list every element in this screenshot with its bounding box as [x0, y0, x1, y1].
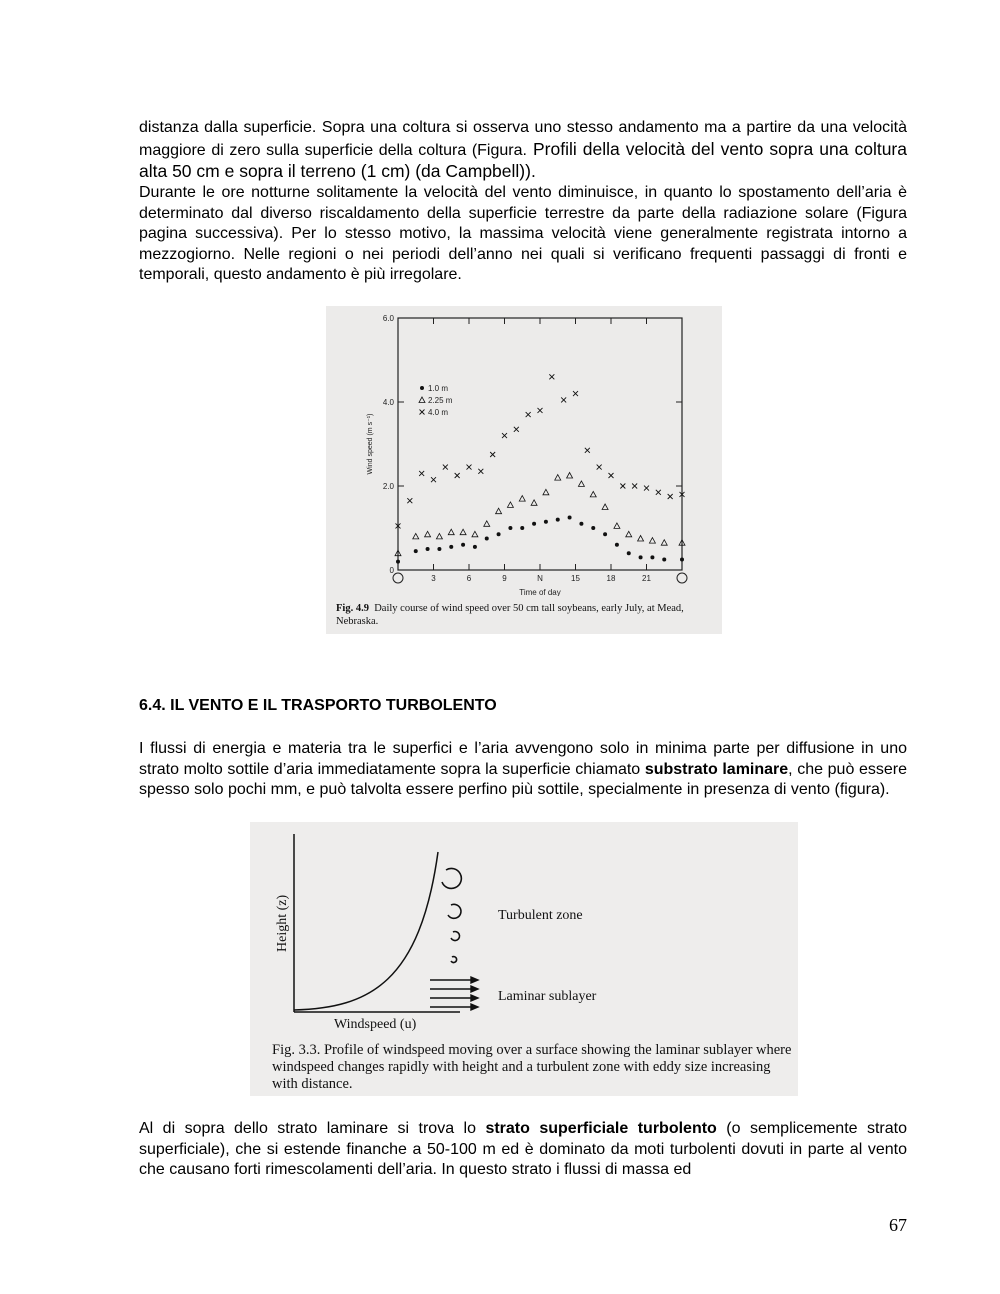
page-number: 67 — [889, 1215, 907, 1235]
figure-wind-speed-daily-course — [326, 306, 722, 634]
data-point-2-25-m — [484, 521, 490, 527]
windspeed-axis-label: Windspeed (u) — [334, 1017, 417, 1032]
data-point-1-0-m — [591, 526, 595, 530]
data-point-4-0-m — [620, 484, 625, 489]
data-point-2-25-m — [555, 475, 561, 481]
chart-axes — [367, 314, 687, 596]
data-point-4-0-m — [609, 473, 614, 478]
data-point-2-25-m — [507, 502, 513, 508]
data-point-4-0-m — [526, 412, 531, 417]
data-point-2-25-m — [590, 491, 596, 497]
eddy-icons — [442, 868, 461, 962]
data-point-4-0-m — [585, 448, 590, 453]
chart-legend — [419, 384, 453, 417]
x-tick-label: 18 — [606, 574, 616, 583]
data-point-4-0-m — [644, 486, 649, 491]
figure2-caption: Fig. 3.3. Profile of windspeed moving over a surface showing the laminar sublayer where windspeed changes rapidly with height and a turbulent zone with eddy size increasing with distance. — [272, 1042, 792, 1092]
data-point-2-25-m — [602, 504, 608, 510]
data-point-4-0-m — [561, 397, 566, 402]
eddy-icon — [451, 957, 457, 963]
laminar-sublayer-label: Laminar sublayer — [498, 989, 597, 1004]
legend-marker — [420, 386, 424, 390]
data-point-1-0-m — [396, 560, 400, 564]
data-point-4-0-m — [490, 452, 495, 457]
data-point-4-0-m — [478, 469, 483, 474]
data-point-2-25-m — [531, 500, 537, 506]
x-tick-label: 21 — [642, 574, 651, 583]
legend-entry: 1.0 m — [428, 384, 449, 393]
data-point-1-0-m — [449, 545, 453, 549]
y-tick-label: 4.0 — [382, 398, 394, 407]
term-substrato-laminare: substrato laminare — [644, 760, 789, 778]
data-point-4-0-m — [656, 490, 661, 495]
data-point-1-0-m — [680, 558, 684, 562]
x-axis-label: Time of day — [519, 588, 561, 596]
data-point-2-25-m — [638, 536, 644, 542]
data-point-1-0-m — [662, 558, 666, 562]
data-point-4-0-m — [443, 465, 448, 470]
data-point-4-0-m — [455, 473, 460, 478]
data-point-2-25-m — [460, 529, 466, 535]
data-point-1-0-m — [615, 543, 619, 547]
data-point-2-25-m — [578, 481, 584, 487]
x-tick-label: 6 — [466, 574, 472, 583]
y-tick-label: 2.0 — [382, 482, 394, 491]
data-point-1-0-m — [579, 522, 583, 526]
data-point-2-25-m — [661, 540, 667, 546]
data-point-4-0-m — [419, 471, 424, 476]
data-point-1-0-m — [473, 545, 477, 549]
data-point-1-0-m — [426, 547, 430, 551]
windspeed-profile-diagram — [250, 822, 798, 1042]
data-point-1-0-m — [508, 526, 512, 530]
data-point-1-0-m — [437, 547, 441, 551]
paragraph-intro — [139, 118, 907, 184]
data-point-1-0-m — [414, 549, 418, 553]
data-point-4-0-m — [597, 465, 602, 470]
paragraph-laminar — [139, 739, 907, 801]
data-point-1-0-m — [568, 516, 572, 520]
term-strato-superficiale-turbolento: strato superficiale turbolento — [485, 1120, 717, 1137]
data-point-1-0-m — [544, 520, 548, 524]
x-tick-label: 9 — [502, 574, 507, 583]
data-point-2-25-m — [448, 529, 454, 535]
figure1-caption-label: Fig. 4.9 — [336, 603, 369, 614]
data-point-2-25-m — [543, 489, 549, 495]
data-point-1-0-m — [520, 526, 524, 530]
data-point-4-0-m — [407, 498, 412, 503]
legend-entry: 4.0 m — [428, 408, 449, 417]
midnight-marker — [393, 573, 403, 583]
data-point-4-0-m — [514, 427, 519, 432]
data-point-2-25-m — [496, 508, 502, 514]
data-point-1-0-m — [650, 555, 654, 559]
y-tick-label: 0 — [389, 566, 394, 575]
paragraph-laminar-b: , che può essere spesso solo pochi mm, e può talvolta essere perfino più sottile, specialmente in presenza di vento (figura). — [139, 760, 908, 798]
wind-speed-chart — [326, 306, 722, 596]
paragraph-night-wind: Durante le ore notturne solitamente la velocità del vento diminuisce, in quanto lo spostamento dell’aria è determinato dal diverso riscaldamento della superficie terrestre da parte della radiazione solare (Figura pagina successiva). Per lo stesso motivo, la massima velocità viene generalmente registrata intorno a mezzogiorno. Nelle regioni o nei periodi dell’anno nei quali si verificano frequenti passaggi di fronti e temporali, questo andamento è più irregolare. — [139, 184, 907, 283]
data-point-1-0-m — [627, 551, 631, 555]
turbulent-zone-label: Turbulent zone — [498, 908, 583, 923]
windspeed-profile-curve — [294, 852, 438, 1010]
x-tick-label: N — [537, 574, 543, 583]
eddy-icon — [448, 904, 461, 918]
eddy-icon — [451, 932, 460, 941]
paragraph-turbulent-a: Al di sopra dello strato laminare si trova lo — [139, 1120, 486, 1137]
legend-marker — [419, 397, 425, 403]
data-point-2-25-m — [436, 533, 442, 539]
y-tick-label: 6.0 — [382, 314, 394, 323]
x-tick-label: 15 — [571, 574, 580, 583]
data-point-2-25-m — [425, 531, 431, 537]
x-tick-label: 3 — [431, 574, 436, 583]
data-point-4-0-m — [502, 433, 507, 438]
data-point-1-0-m — [485, 537, 489, 541]
y-axis-label: Wind speed (m s⁻¹) — [367, 413, 374, 475]
data-point-2-25-m — [567, 473, 573, 479]
data-point-4-0-m — [538, 408, 543, 413]
paragraph-turbulent-layer — [139, 1119, 907, 1181]
data-point-4-0-m — [632, 484, 637, 489]
figure1-caption — [336, 602, 716, 628]
data-point-1-0-m — [556, 518, 560, 522]
plot-frame — [398, 318, 682, 570]
data-point-4-0-m — [668, 494, 673, 499]
figure-reference-text: Profili della velocità del vento sopra una coltura alta 50 cm e sopra il terreno (1 cm) (da Campbell)). — [139, 138, 907, 181]
data-point-2-25-m — [472, 531, 478, 537]
laminar-arrows — [430, 977, 478, 1010]
data-point-2-25-m — [519, 496, 525, 502]
data-point-2-25-m — [649, 538, 655, 544]
figure-windspeed-profile — [250, 822, 798, 1096]
data-point-2-25-m — [614, 523, 620, 529]
paragraph-turbulent-b: (o semplicemente strato superficiale), che si estende finanche a 50-100 m ed è dominato da moti turbolenti dovuti in parte al vento che causano forti rimescolamenti dell’aria. In questo strato i flussi di massa ed — [139, 1120, 908, 1178]
data-point-1-0-m — [497, 532, 501, 536]
data-point-4-0-m — [431, 477, 436, 482]
legend-entry: 2.25 m — [428, 396, 453, 405]
paragraph-laminar-a: I flussi di energia e materia tra le superfici e l’aria avvengono solo in minima parte per diffusione in uno strato molto sottile d’aria immediatamente sopra la superficie chiamato — [139, 740, 907, 778]
data-point-2-25-m — [413, 533, 419, 539]
legend-marker — [420, 410, 425, 415]
data-point-1-0-m — [532, 522, 536, 526]
data-point-1-0-m — [639, 555, 643, 559]
data-point-1-0-m — [461, 543, 465, 547]
figure1-caption-text: Daily course of wind speed over 50 cm tall soybeans, early July, at Mead, Nebraska. — [336, 603, 684, 627]
midnight-marker — [677, 573, 687, 583]
data-point-4-0-m — [549, 374, 554, 379]
height-axis-label: Height (z) — [275, 894, 290, 952]
data-point-2-25-m — [626, 531, 632, 537]
data-point-4-0-m — [467, 465, 472, 470]
paragraph-intro-text: distanza dalla superficie. Sopra una coltura si osserva uno stesso andamento ma a partire da una velocità maggiore di zero sulla superficie della coltura (Figura. — [139, 119, 907, 159]
data-point-1-0-m — [603, 532, 607, 536]
section-heading: 6.4. IL VENTO E IL TRASPORTO TURBOLENTO — [139, 697, 497, 714]
eddy-icon — [442, 868, 461, 888]
data-point-4-0-m — [573, 391, 578, 396]
